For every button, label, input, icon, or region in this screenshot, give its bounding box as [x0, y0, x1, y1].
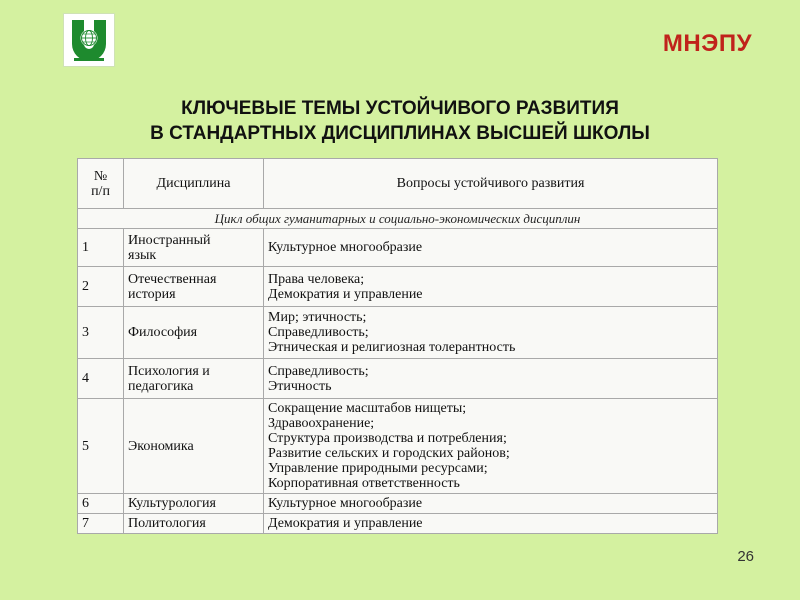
org-name: МНЭПУ [662, 30, 752, 57]
cycle-label: Цикл общих гуманитарных и социально-экономических дисциплин [78, 209, 718, 229]
row-questions [264, 267, 718, 307]
title-line-1: КЛЮЧЕВЫЕ ТЕМЫ УСТОЙЧИВОГО РАЗВИТИЯ [181, 98, 619, 119]
row-questions [264, 399, 718, 494]
mnepu-logo [63, 13, 115, 67]
row-number: 7 [78, 514, 124, 534]
question-line: Культурное многообразие [268, 240, 423, 255]
table-row [78, 514, 718, 534]
row-questions [264, 514, 718, 534]
row-discipline [124, 494, 264, 514]
row-questions [264, 494, 718, 514]
discipline-line: педагогика [128, 378, 194, 394]
row-number: 6 [78, 494, 124, 514]
header-num-line2: п/п [91, 183, 110, 199]
question-line: Справедливость; [268, 325, 369, 340]
question-line: Демократия и управление [268, 516, 423, 531]
discipline-line: Иностранный [128, 232, 211, 248]
question-line: Этническая и религиозная толерантность [268, 340, 516, 355]
discipline-line: язык [128, 247, 157, 263]
logo-emblem-icon [64, 14, 114, 66]
question-line: Структура производства и потребления; [268, 431, 507, 446]
question-line: Демократия и управление [268, 286, 423, 302]
row-discipline [124, 399, 264, 494]
table-header-row [78, 159, 718, 209]
question-line: Культурное многообразие [268, 496, 423, 511]
question-line: Этичность [268, 378, 332, 394]
header-questions: Вопросы устойчивого развития [264, 159, 718, 209]
discipline-line: Культурология [128, 496, 216, 511]
question-line: Сокращение масштабов нищеты; [268, 401, 467, 416]
header-discipline: Дисциплина [124, 159, 264, 209]
table-row [78, 267, 718, 307]
question-line: Справедливость; [268, 363, 369, 379]
row-number: 4 [78, 359, 124, 399]
question-line: Здравоохранение; [268, 416, 375, 431]
table-row [78, 399, 718, 494]
row-number: 3 [78, 307, 124, 359]
row-number: 5 [78, 399, 124, 494]
row-questions [264, 359, 718, 399]
page-title [0, 96, 800, 146]
topics-table [77, 158, 718, 534]
cycle-row [78, 209, 718, 229]
table-row [78, 229, 718, 267]
row-discipline [124, 514, 264, 534]
question-line: Корпоративная ответственность [268, 476, 460, 491]
page-number: 26 [737, 548, 754, 565]
question-line: Мир; этичность; [268, 310, 367, 325]
row-discipline [124, 307, 264, 359]
row-number: 2 [78, 267, 124, 307]
table-row [78, 359, 718, 399]
table-row [78, 307, 718, 359]
discipline-line: Психология и [128, 363, 210, 379]
discipline-line: Политология [128, 516, 206, 531]
question-line: Управление природными ресурсами; [268, 461, 488, 476]
title-line-2: В СТАНДАРТНЫХ ДИСЦИПЛИНАХ ВЫСШЕЙ ШКОЛЫ [150, 123, 650, 144]
table-body [78, 229, 718, 534]
discipline-line: Отечественная [128, 271, 217, 287]
question-line: Развитие сельских и городских районов; [268, 446, 510, 461]
header-num-line1: № [93, 168, 108, 184]
row-number: 1 [78, 229, 124, 267]
discipline-line: история [128, 286, 176, 302]
question-line: Права человека; [268, 271, 365, 287]
row-questions [264, 229, 718, 267]
discipline-line: Экономика [128, 438, 194, 454]
row-discipline [124, 229, 264, 267]
row-discipline [124, 359, 264, 399]
table-row [78, 494, 718, 514]
row-discipline [124, 267, 264, 307]
discipline-line: Философия [128, 325, 198, 340]
header-num [78, 159, 124, 209]
row-questions [264, 307, 718, 359]
